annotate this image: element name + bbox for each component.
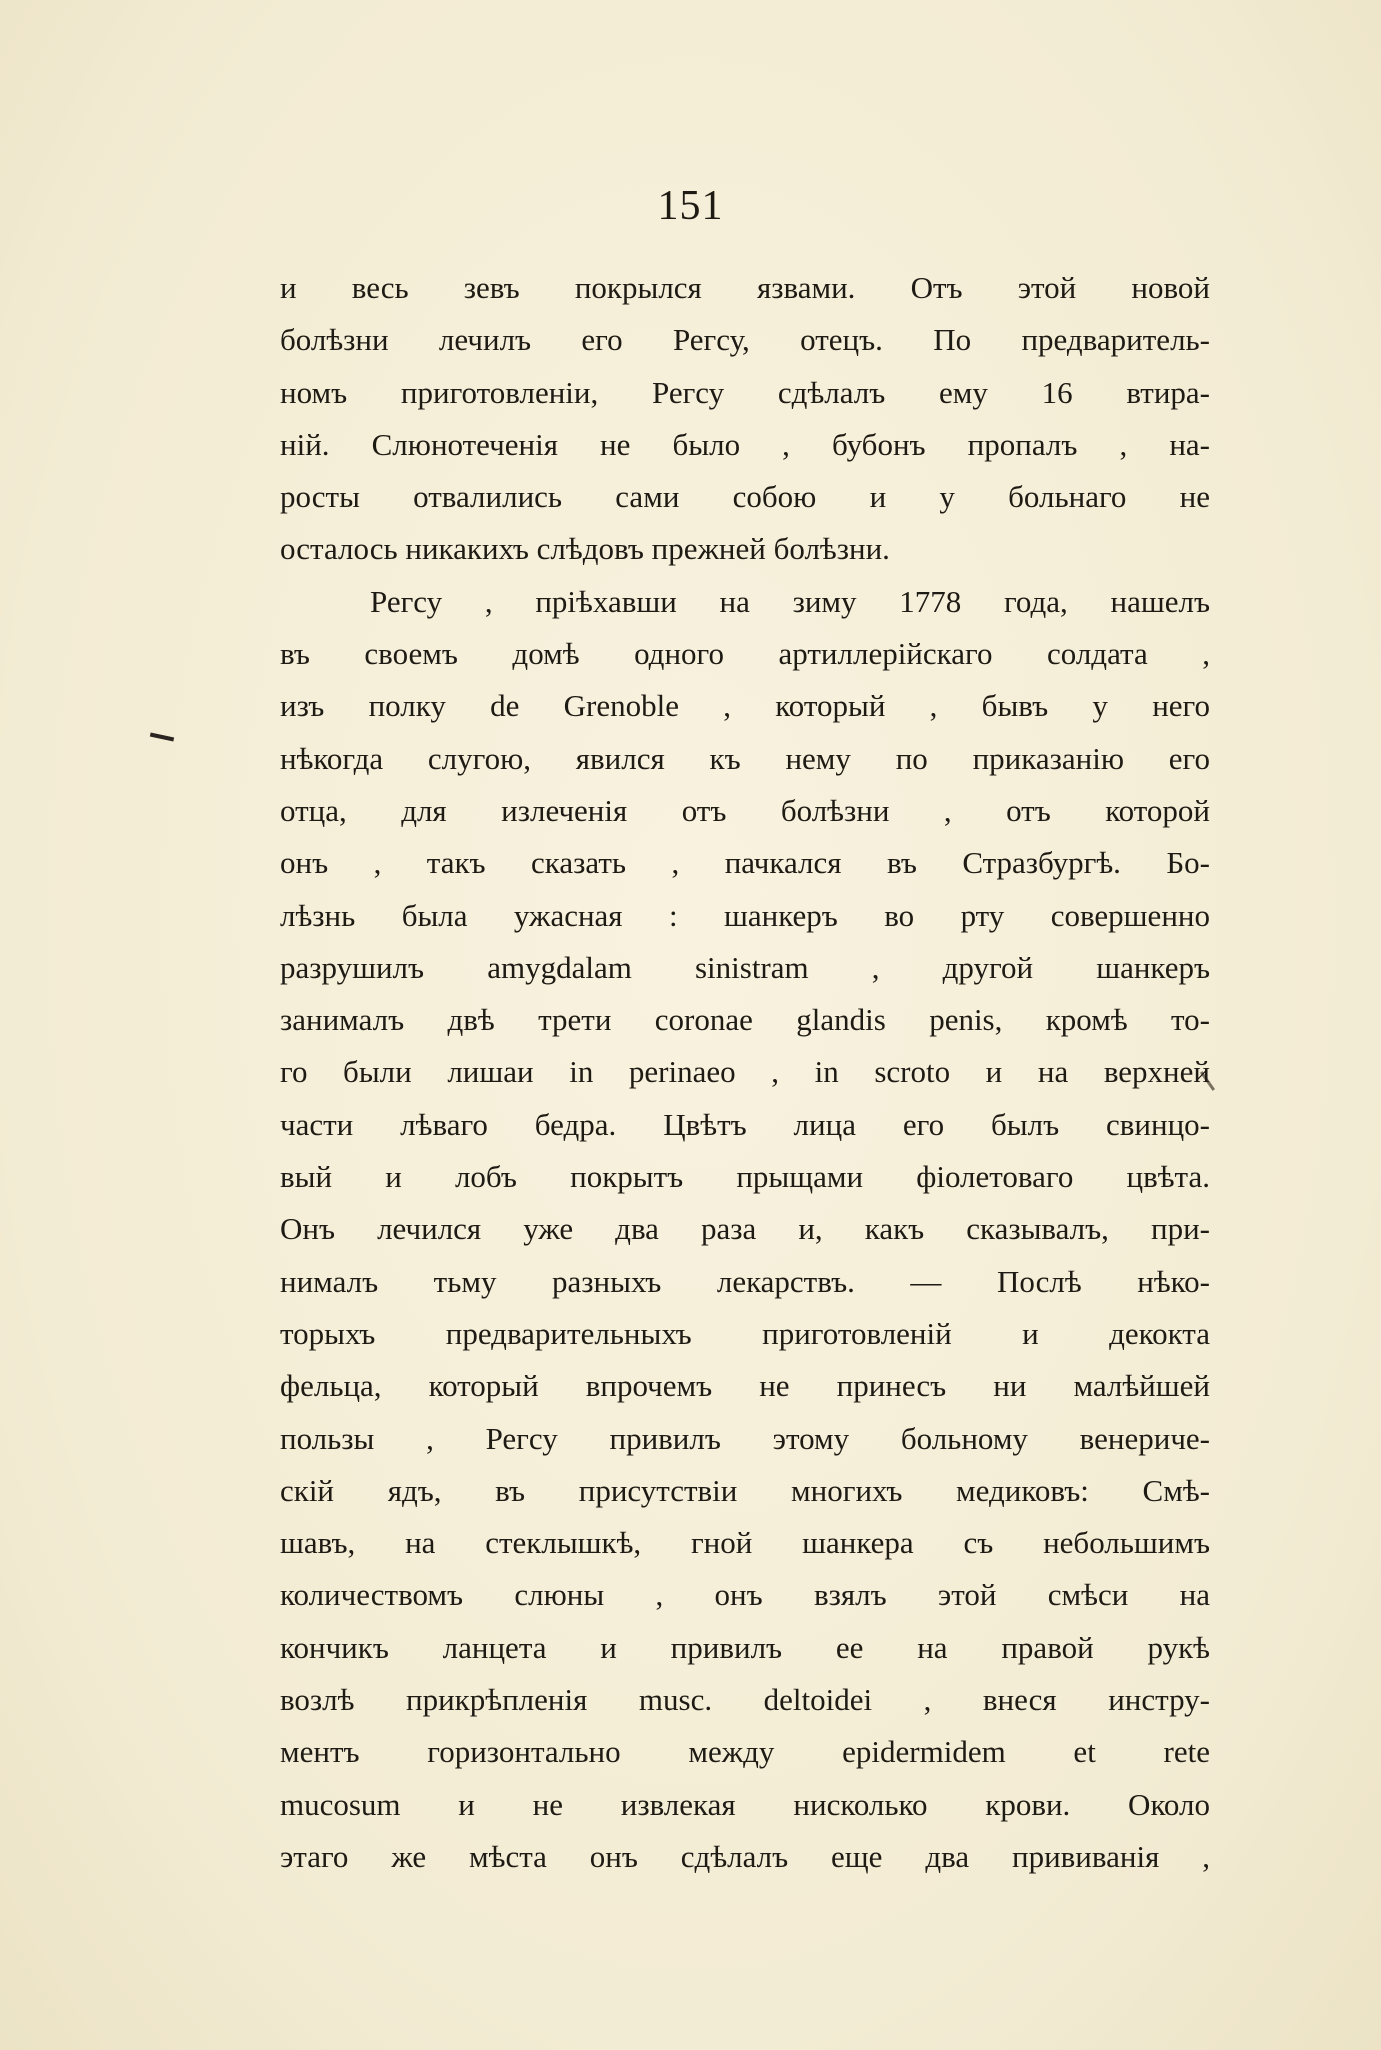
text-line: лѣзнь была ужасная : шанкеръ во рту совершенно (280, 897, 1210, 933)
text-line: нѣкогда слугою, явился къ нему по приказанію его (280, 740, 1210, 776)
text-line: скій ядъ, въ присутствіи многихъ медиковъ: Смѣ- (280, 1472, 1210, 1508)
text-line: mucosum и не извлекая нисколько крови. Около (280, 1786, 1210, 1822)
text-line: Регсу , пріѣхавши на зиму 1778 года, нашелъ (370, 583, 1210, 619)
text-line: ній. Слюнотеченія не было , бубонъ пропалъ , на- (280, 426, 1210, 462)
text-line: го были лишаи in perinaeo , in scroto и на верхней (280, 1054, 1210, 1090)
text-line: кончикъ ланцета и привилъ ее на правой рукѣ (280, 1629, 1210, 1665)
text-line: онъ , такъ сказать , пачкался въ Стразбургѣ. Бо- (280, 845, 1210, 881)
text-line: фельца, который впрочемъ не принесъ ни малѣйшей (280, 1368, 1210, 1404)
margin-mark (150, 733, 174, 742)
text-line: вый и лобъ покрытъ прыщами фіолетоваго цвѣта. (280, 1159, 1210, 1195)
text-line: количествомъ слюны , онъ взялъ этой смѣси на (280, 1577, 1210, 1613)
text-line: торыхъ предварительныхъ приготовленій и декокта (280, 1315, 1210, 1351)
text-line: шавъ, на стеклышкѣ, гной шанкера съ небольшимъ (280, 1525, 1210, 1561)
text-line: изъ полку de Grenoble , который , бывъ у него (280, 688, 1210, 724)
text-line: этаго же мѣста онъ сдѣлалъ еще два прививанія , (280, 1838, 1210, 1874)
text-line: пользы , Регсу привилъ этому больному венериче- (280, 1420, 1210, 1456)
text-line: нималъ тьму разныхъ лекарствъ. — Послѣ нѣко- (280, 1263, 1210, 1299)
text-line: отца, для излеченія отъ болѣзни , отъ которой (280, 792, 1210, 828)
text-line: Онъ лечился уже два раза и, какъ сказывалъ, при- (280, 1211, 1210, 1247)
text-line: осталось никакихъ слѣдовъ прежней болѣзни. (280, 531, 890, 567)
text-line: части лѣваго бедра. Цвѣтъ лица его былъ свинцо- (280, 1106, 1210, 1142)
text-line: ментъ горизонтально между epidermidem et rete (280, 1734, 1210, 1770)
text-line: въ своемъ домѣ одного артиллерійскаго солдата , (280, 636, 1210, 672)
text-line: болѣзни лечилъ его Регсу, отецъ. По предваритель- (280, 322, 1210, 358)
text-line: возлѣ прикрѣпленія musc. deltoidei , внеся инстру- (280, 1682, 1210, 1718)
text-line: разрушилъ amygdalam sinistram , другой шанкеръ (280, 949, 1210, 985)
text-line: и весь зевъ покрылся язвами. Отъ этой новой (280, 270, 1210, 305)
body-text (280, 262, 1210, 1883)
text-line: росты отвалились сами собою и у больнаго не (280, 479, 1210, 515)
page-number: 151 (657, 183, 724, 229)
text-line: номъ приготовленіи, Регсу сдѣлалъ ему 16 втира- (280, 374, 1210, 410)
text-line: занималъ двѣ трети coronae glandis penis, кромѣ то- (280, 1002, 1210, 1038)
